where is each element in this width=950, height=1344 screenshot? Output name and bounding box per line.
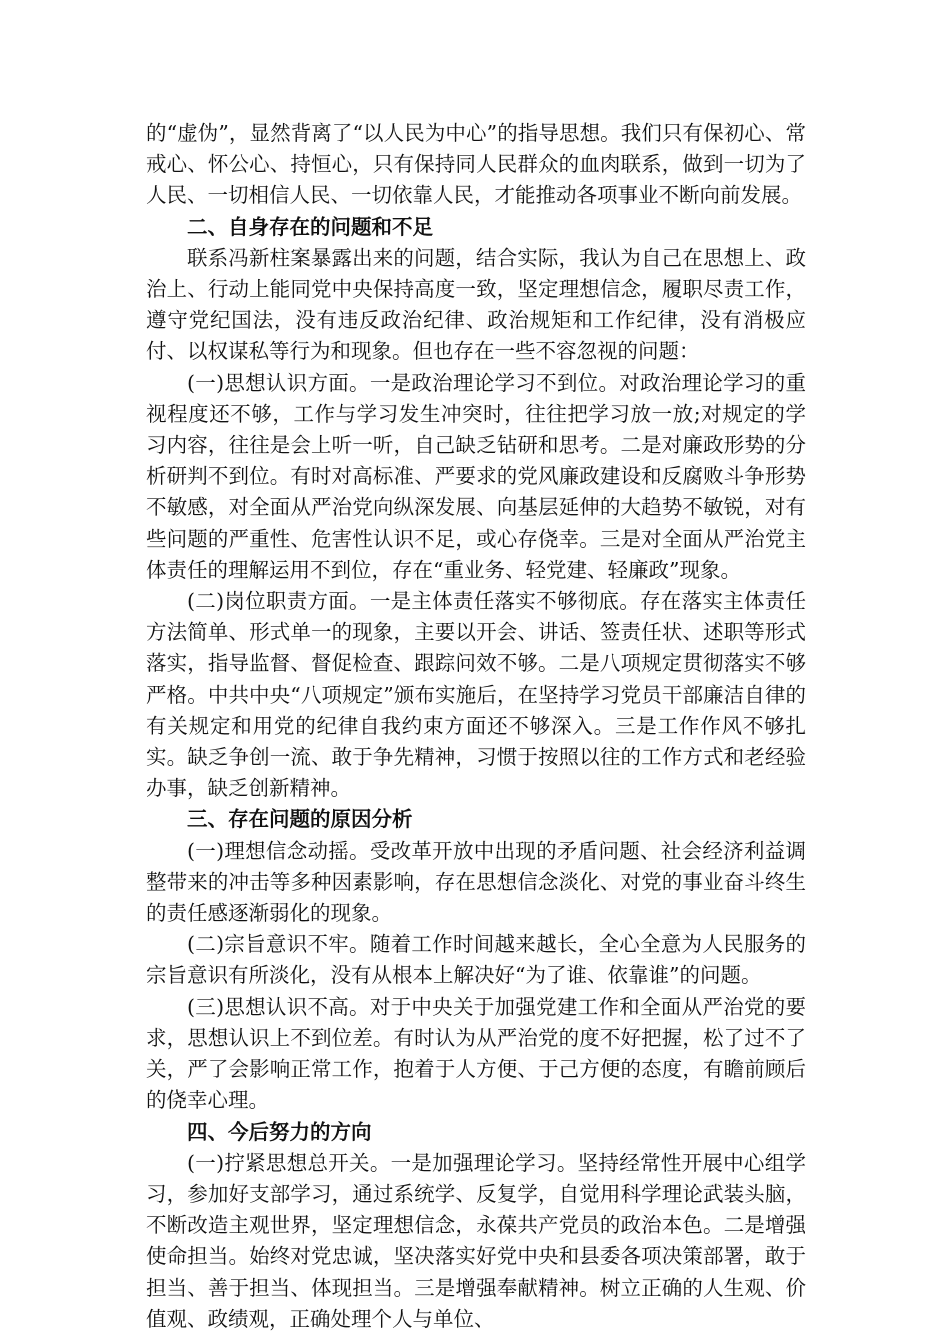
paragraph-purpose: (二)宗旨意识不牢。随着工作时间越来越长，全心全意为人民服务的宗旨意识有所淡化，没有从根本上解决好“为了谁、依靠谁”的问题。 (146, 932, 806, 988)
section-heading-direction: 四、今后努力的方向 (187, 1119, 372, 1144)
section-heading-causes: 三、存在问题的原因分析 (187, 807, 413, 832)
paragraph-intro-continuation: 的“虚伪”，显然背离了“以人民为中心”的指导思想。我们只有保初心、常戒心、怀公心、持恒心，只有保持同人民群众的血肉联系，做到一切为了人民、一切相信人民、一切依靠人民，才能推动各项事业不断向前发展。 (146, 121, 806, 208)
paragraph-problems-intro: 联系冯新柱案暴露出来的问题，结合实际，我认为自己在思想上、政治上、行动上能同党中央保持高度一致，坚定理想信念，履职尽责工作，遵守党纪国法，没有违反政治纪律、政治规矩和工作纪律，没有消极应付、以权谋私等行为和现象。但也存在一些不容忽视的问题： (146, 245, 806, 364)
paragraph-duties: (二)岗位职责方面。一是主体责任落实不够彻底。存在落实主体责任方法简单、形式单一的现象，主要以开会、讲话、签责任状、述职等形式落实，指导监督、督促检查、跟踪问效不够。二是八项规定贯彻落实不够严格。中共中央“八项规定”颁布实施后，在坚持学习党员干部廉洁自律的有关规定和用党的纪律自我约束方面还不够深入。三是工作作风不够扎实。缺乏争创一流、敢于争先精神，习惯于按照以往的工作方式和老经验办事，缺乏创新精神。 (146, 589, 806, 801)
paragraph-belief: (一)理想信念动摇。受改革开放中出现的矛盾问题、社会经济利益调整带来的冲击等多种因素影响，存在思想信念淡化、对党的事业奋斗终生的责任感逐渐弱化的现象。 (146, 838, 806, 926)
document-body (146, 118, 806, 1335)
section-heading-problems: 二、自身存在的问题和不足 (187, 214, 433, 239)
paragraph-ideology: (一)思想认识方面。一是政治理论学习不到位。对政治理论学习的重视程度还不够，工作与学习发生冲突时，往往把学习放一放;对规定的学习内容，往往是会上听一听，自己缺乏钻研和思考。二是对廉政形势的分析研判不到位。有时对高标准、严要求的党风廉政建设和反腐败斗争形势不敏感，对全面从严治党向纵深发展、向基层延伸的大趋势不敏锐，对有些问题的严重性、危害性认识不足，或心存侥幸。三是对全面从严治党主体责任的理解运用不到位，存在“重业务、轻党建、轻廉政”现象。 (146, 370, 806, 582)
paragraph-thinking-switch: (一)拧紧思想总开关。一是加强理论学习。坚持经常性开展中心组学习，参加好支部学习，通过系统学、反复学，自觉用科学理论武装头脑，不断改造主观世界，坚定理想信念，永葆共产党员的政治本色。二是增强使命担当。始终对党忠诚，坚决落实好党中央和县委各项决策部署，敢于担当、善于担当、体现担当。三是增强奉献精神。树立正确的人生观、价值观、政绩观，正确处理个人与单位、 (146, 1150, 806, 1331)
paragraph-awareness: (三)思想认识不高。对于中央关于加强党建工作和全面从严治党的要求，思想认识上不到位差。有时认为从严治党的度不好把握，松了过不了关，严了会影响正常工作，抱着于人方便、于己方便的态度，有瞻前顾后的侥幸心理。 (146, 994, 806, 1113)
